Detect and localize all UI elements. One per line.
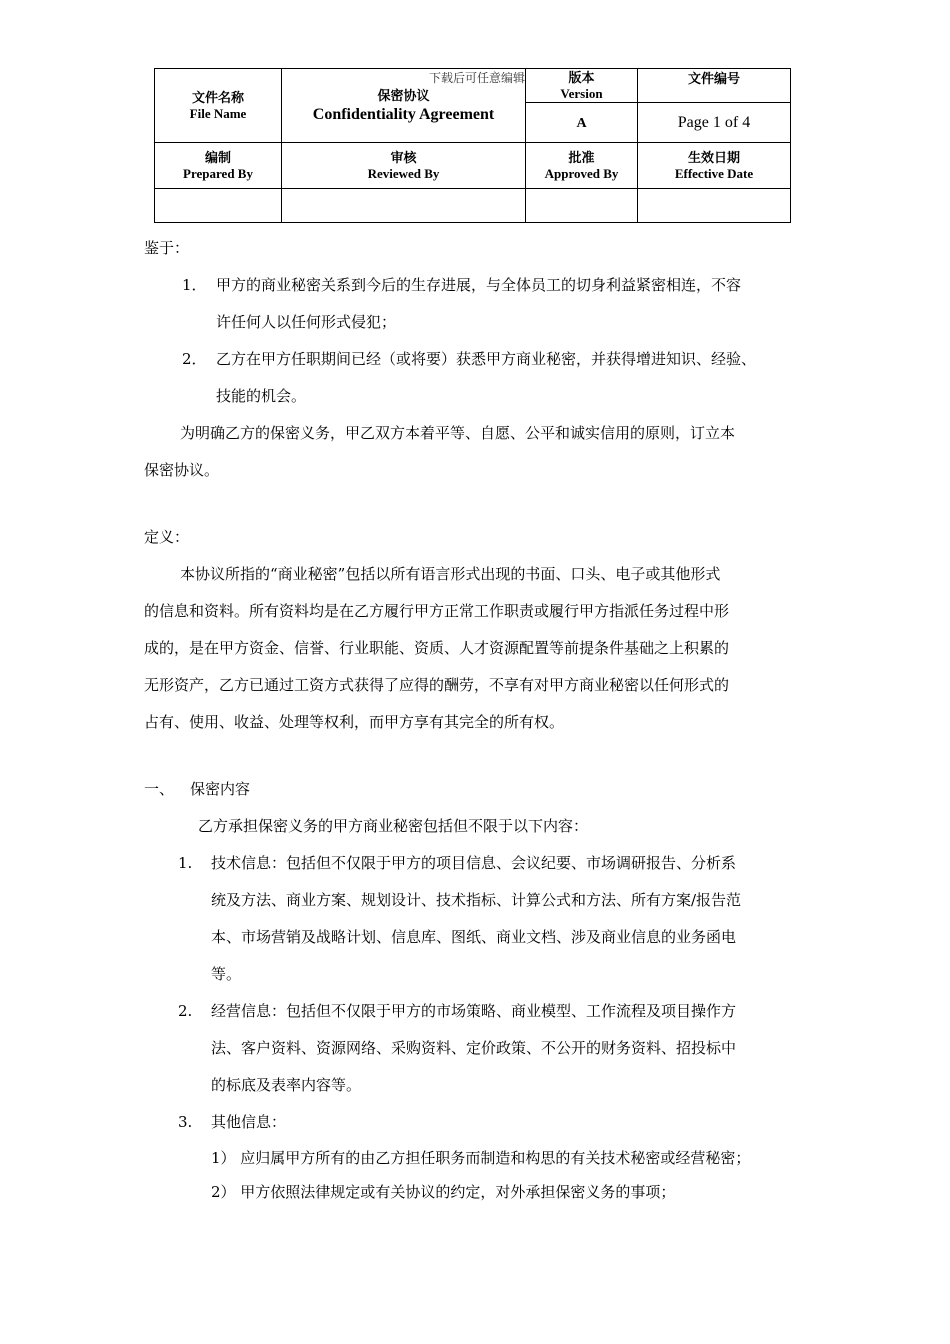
document-body (144, 230, 814, 1209)
section-title: 保密内容 (190, 780, 251, 798)
content-item-num: 1. (178, 854, 193, 872)
file-name-en: File Name (189, 105, 247, 121)
section-heading (144, 771, 814, 808)
reviewed-by-value (282, 189, 526, 223)
approved-by-cell (526, 143, 638, 189)
prepared-by-cell (155, 143, 282, 189)
effective-date-value (638, 189, 791, 223)
approved-by-value (526, 189, 638, 223)
effective-en: Effective Date (674, 165, 754, 181)
content-item-line: 的标底及表率内容等。 (211, 1076, 362, 1094)
version-en: Version (560, 85, 603, 101)
content-item-line: 经营信息：包括但不仅限于甲方的市场策略、商业模型、工作流程及项目操作方 (211, 1002, 737, 1020)
content-item-num: 2. (178, 1002, 193, 1020)
whereas-item-num: 2． (182, 350, 207, 368)
whereas-item (144, 267, 814, 341)
section-intro: 乙方承担保密义务的甲方商业秘密包括但不限于以下内容： (198, 817, 589, 835)
whereas-item-line: 许任何人以任何形式侵犯； (216, 313, 397, 331)
reviewed-zh: 审核 (390, 149, 417, 165)
content-item (144, 845, 814, 993)
sub-item: 1） 应归属甲方所有的由乙方担任职务而制造和构思的有关技术秘密或经营秘密； (211, 1149, 751, 1167)
sub-item: 2） 甲方依照法律规定或有关协议的约定，对外承担保密义务的事项； (211, 1183, 676, 1201)
whereas-item-line: 乙方在甲方任职期间已经（或将要）获悉甲方商业秘密，并获得增进知识、经验、 (216, 350, 757, 368)
file-name-zh: 文件名称 (191, 89, 244, 105)
page-info: Page 1 of 4 (677, 113, 751, 131)
whereas-item-line: 技能的机会。 (216, 387, 307, 405)
document-title-zh: 保密协议 (377, 87, 430, 103)
version-value-cell (526, 103, 638, 143)
content-item (144, 1104, 814, 1141)
prepared-by-value (155, 189, 282, 223)
version-label-cell (526, 69, 638, 103)
definition-line: 的信息和资料。所有资料均是在乙方履行甲方正常工作职责或履行甲方指派任务过程中形 (144, 602, 730, 620)
file-name-cell (155, 69, 282, 143)
whereas-item-num: 1． (182, 276, 207, 294)
definition-line: 无形资产，乙方已通过工资方式获得了应得的酬劳，不享有对甲方商业秘密以任何形式的 (144, 676, 730, 694)
reviewed-by-cell (282, 143, 526, 189)
reviewed-en: Reviewed By (367, 165, 440, 181)
document-title-en: Confidentiality Agreement (312, 105, 495, 123)
version-zh: 版本 (568, 69, 595, 85)
approved-zh: 批准 (568, 149, 595, 165)
title-cell (282, 69, 526, 143)
document-header-table (154, 68, 791, 223)
content-item-line: 技术信息：包括但不仅限于甲方的项目信息、会议纪要、市场调研报告、分析系 (211, 854, 737, 872)
whereas-item-line: 甲方的商业秘密关系到今后的生存进展，与全体员工的切身利益紧密相连，不容 (216, 276, 742, 294)
definition-line: 成的，是在甲方资金、信誉、行业职能、资质、人才资源配置等前提条件基础之上积累的 (144, 639, 730, 657)
content-item (144, 993, 814, 1104)
content-item-line: 法、客户资料、资源网络、采购资料、定价政策、不公开的财务资料、招投标中 (211, 1039, 737, 1057)
approved-en: Approved By (544, 165, 619, 181)
content-item-line: 统及方法、商业方案、规划设计、技术指标、计算公式和方法、所有方案/报告范 (211, 891, 742, 909)
whereas-paragraph-line: 为明确乙方的保密义务，甲乙双方本着平等、自愿、公平和诚实信用的原则，订立本 (180, 424, 736, 442)
section-number: 一、 (144, 780, 175, 798)
definition-line: 占有、使用、收益、处理等权利，而甲方享有其完全的所有权。 (144, 713, 565, 731)
content-item-line: 等。 (211, 965, 242, 983)
version-value: A (576, 115, 587, 131)
prepared-zh: 编制 (204, 149, 231, 165)
file-no-label-cell (638, 69, 791, 103)
effective-zh: 生效日期 (687, 149, 740, 165)
whereas-paragraph-line: 保密协议。 (144, 461, 220, 479)
content-item-line: 本、市场营销及战略计划、信息库、图纸、商业文档、涉及商业信息的业务函电 (211, 928, 737, 946)
content-item-line: 其他信息： (211, 1113, 287, 1131)
prepared-en: Prepared By (183, 165, 253, 181)
file-no-zh: 文件编号 (687, 71, 740, 86)
whereas-item (144, 341, 814, 415)
effective-date-cell (638, 143, 791, 189)
page-info-cell (638, 103, 791, 143)
content-item-num: 3. (178, 1113, 193, 1131)
definition-heading: 定义： (144, 528, 190, 546)
whereas-heading: 鉴于： (144, 239, 190, 257)
definition-line: 本协议所指的“商业秘密”包括以所有语言形式出现的书面、口头、电子或其他形式 (180, 565, 721, 583)
watermark-text: 下载后可任意编辑 (428, 71, 525, 85)
